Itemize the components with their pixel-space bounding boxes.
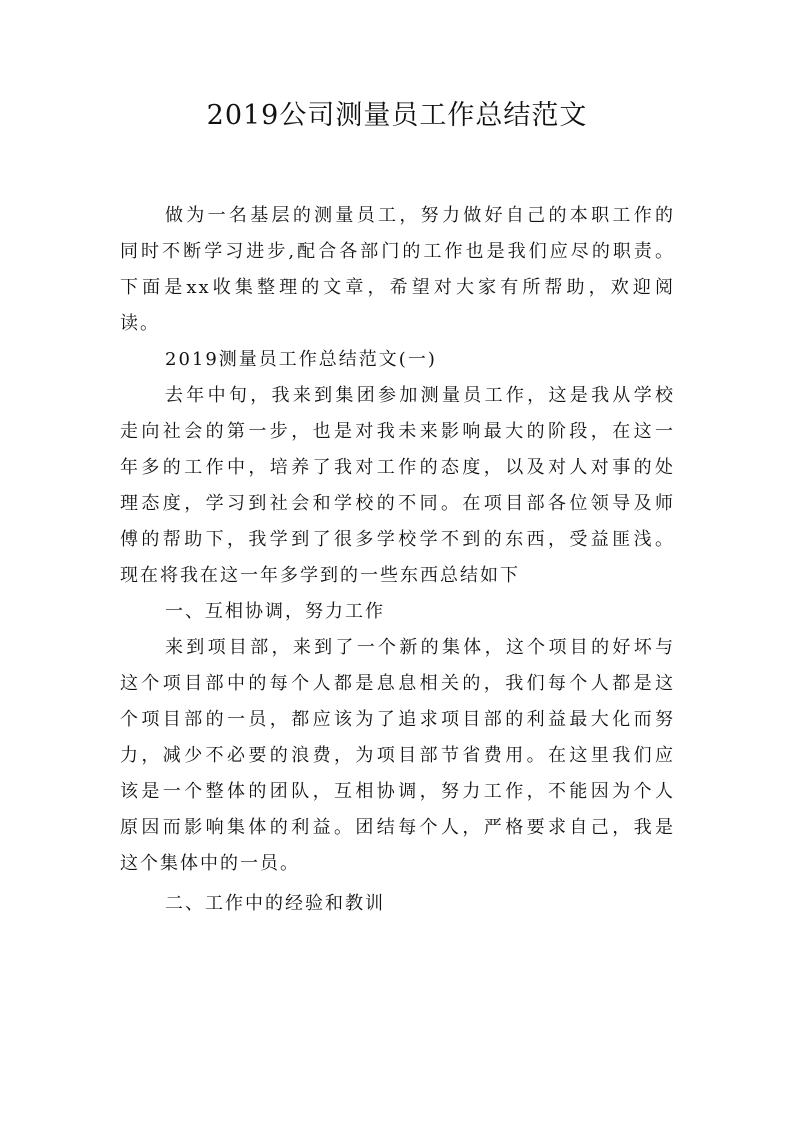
text-line: 来到项目部，来到了一个新的集体，这个项目的好坏与 — [165, 637, 675, 658]
document-body — [120, 198, 675, 922]
text-line: 理态度，学习到社会和学校的不同。在项目部各位领导及师 — [120, 493, 675, 514]
text-line: 去年中旬，我来到集团参加测量员工作，这是我从学校 — [165, 385, 675, 406]
section-title: 2019测量员工作总结范文(一) — [165, 349, 437, 370]
document-title: 2019公司测量员工作总结范文 — [206, 100, 588, 131]
text-line: 傅的帮助下，我学到了很多学校学不到的东西，受益匪浅。 — [120, 529, 675, 550]
text-line: 这个集体中的一员。 — [120, 853, 300, 874]
paragraph-2 — [120, 630, 675, 882]
text-line: 该是一个整体的团队，互相协调，努力工作，不能因为个人 — [120, 781, 675, 802]
text-line: 读。 — [120, 313, 160, 334]
text-line: 走向社会的第一步，也是对我未来影响最大的阶段，在这一 — [120, 421, 675, 442]
heading-2: 二、工作中的经验和教训 — [165, 893, 385, 914]
text-line: 年多的工作中，培养了我对工作的态度，以及对人对事的处 — [120, 457, 675, 478]
text-line: 力，减少不必要的浪费，为项目部节省费用。在这里我们应 — [120, 745, 675, 766]
text-line: 下面是xx收集整理的文章，希望对大家有所帮助，欢迎阅 — [120, 277, 675, 298]
intro-paragraph — [120, 198, 675, 342]
text-line: 原因而影响集体的利益。团结每个人，严格要求自己，我是 — [120, 817, 675, 838]
paragraph-1 — [120, 378, 675, 594]
text-line: 这个项目部中的每个人都是息息相关的，我们每个人都是这 — [120, 673, 675, 694]
text-line: 同时不断学习进步,配合各部门的工作也是我们应尽的职责。 — [120, 241, 675, 262]
heading-1: 一、互相协调，努力工作 — [165, 601, 385, 622]
text-line: 个项目部的一员，都应该为了追求项目部的利益最大化而努 — [120, 709, 675, 730]
text-line: 现在将我在这一年多学到的一些东西总结如下 — [120, 565, 520, 586]
text-line: 做为一名基层的测量员工，努力做好自己的本职工作的 — [165, 205, 675, 226]
